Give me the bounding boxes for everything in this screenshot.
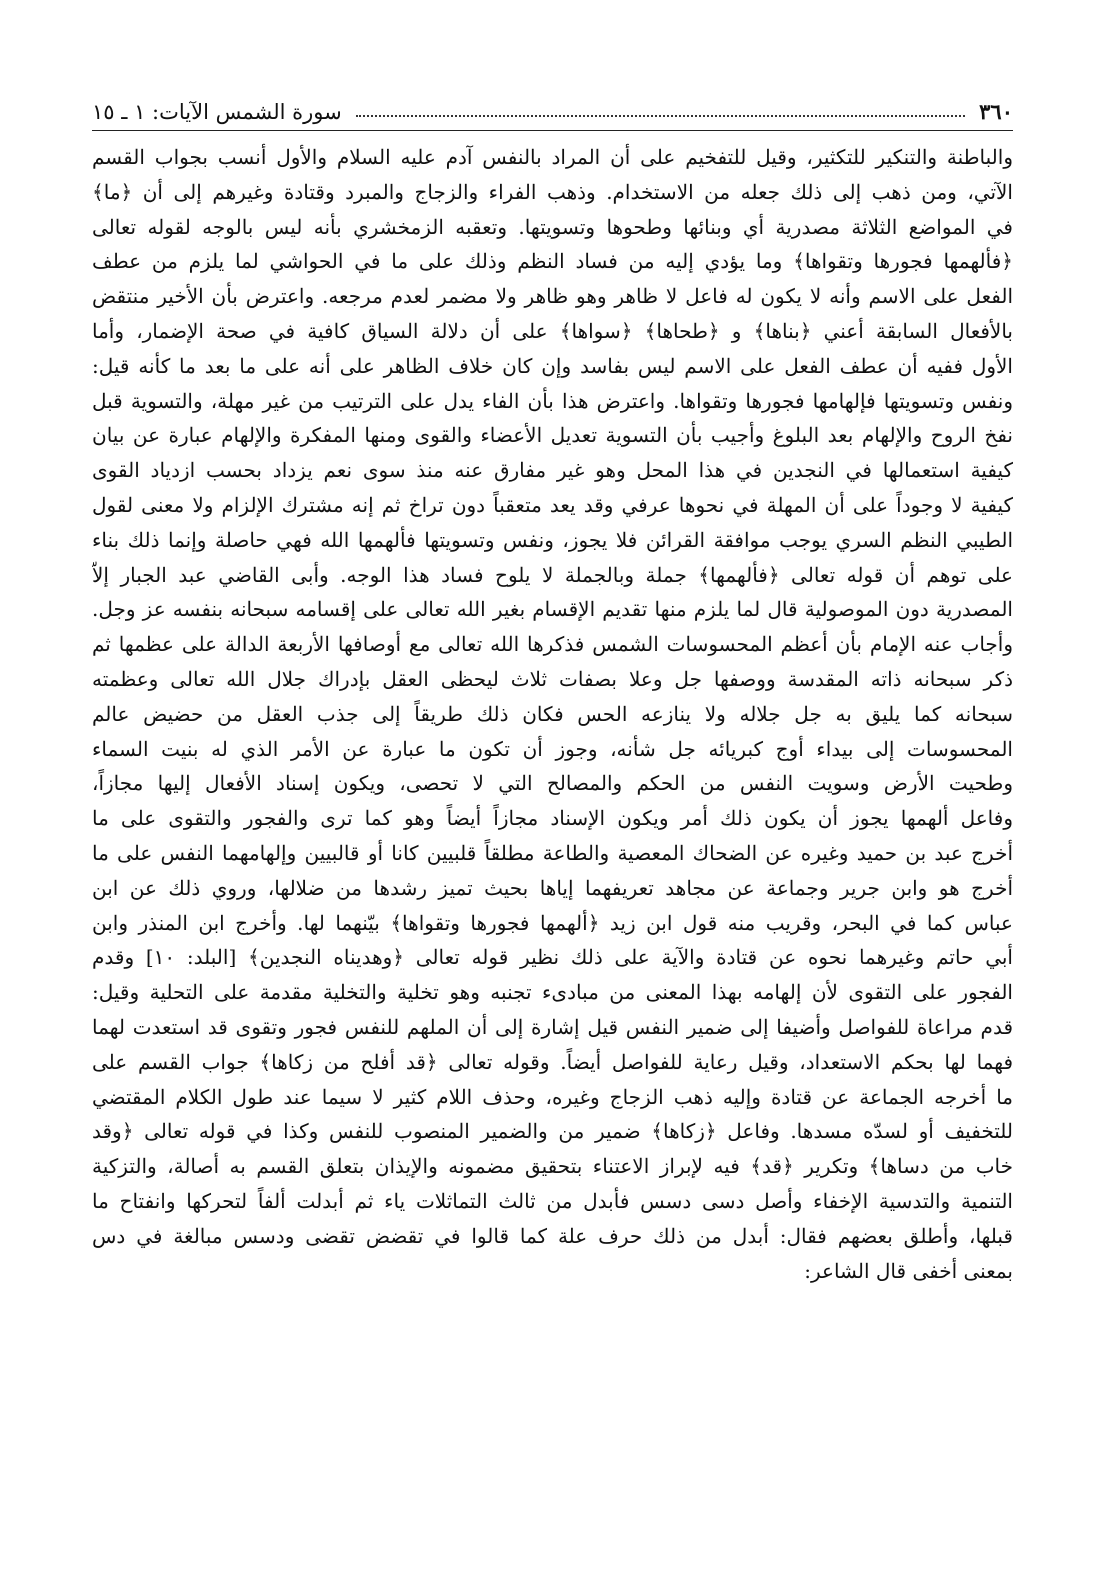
text-line: كيفية لا وجوداً على أن المهلة في نحوها عرفي وقد يعد متعقباً دون تراخ ثم إنه مشترك الإلزام ولا معنى لقول <box>92 492 1013 517</box>
text-line: وأجاب عنه الإمام بأن أعظم المحسوسات الشمس فذكرها الله تعالى مع أوصافها الأربعة الدالة على عظمها ثم <box>92 632 1013 657</box>
text-line: قدم مراعاة للفواصل وأضيفا إلى ضمير النفس قيل إشارة إلى أن الملهم للنفس فجور وتقوى قد استعدت لهما <box>92 1014 1013 1039</box>
text-line: المحسوسات إلى بيداء أوج كبريائه جل شأنه، وجوز أن تكون ما عبارة عن الأمر الذي له بنيت السماء <box>92 736 1013 761</box>
header-leader-dots <box>356 115 965 117</box>
header-rule <box>92 130 1013 131</box>
text-line: والباطنة والتنكير للتكثير، وقيل للتفخيم على أن المراد بالنفس آدم عليه السلام والأول أنسب بجواب القسم <box>92 145 1013 169</box>
text-line: بالأفعال السابقة أعني ﴿بناها﴾ و ﴿طحاها﴾ ﴿سواها﴾ على أن دلالة السياق كافية في صحة الإضمار، وأما <box>92 318 1013 343</box>
text-line: ذكر سبحانه ذاته المقدسة ووصفها جل وعلا بصفات ثلاث ليحظى العقل بإدراك جلال الله تعالى وعظمته <box>92 666 1013 691</box>
body-text <box>92 140 1013 1288</box>
text-line: كيفية استعمالها في النجدين في هذا المحل وهو غير مفارق عنه منذ سوى نعم يزداد بحسب ازدياد القوى <box>92 458 1013 483</box>
text-line: فهما لها بحكم الاستعداد، وقيل رعاية للفواصل أيضاً. وقوله تعالى ﴿قد أفلح من زكاها﴾ جواب القسم على <box>92 1049 1013 1074</box>
text-line: على توهم أن قوله تعالى ﴿فألهمها﴾ جملة وبالجملة لا يلوح فساد هذا الوجه. وأبى القاضي عبد الجبار إلاّ <box>92 562 1013 587</box>
text-line: الفجور على التقوى لأن إلهامه بهذا المعنى من مبادىء تجنبه وهو تخلية والتخلية مقدمة على التحلية وقيل: <box>92 980 1013 1005</box>
text-line: أبي حاتم وغيرهما نحوه عن قتادة والآية على ذلك نظير قوله تعالى ﴿وهديناه النجدين﴾ [البلد: ١٠] وقدم <box>92 945 1013 970</box>
text-line: المصدرية دون الموصولية قال لما يلزم منها تقديم الإقسام بغير الله تعالى على إقسامه سبحانه بنفسه عز وجل. <box>92 597 1013 622</box>
text-line: التنمية والتدسية الإخفاء وأصل دسى دسس فأبدل من ثالث التماثلات ياء ثم أبدلت ألفاً لتحركها وانفتاح ما <box>92 1188 1013 1213</box>
text-line: وفاعل ألهمها يجوز أن يكون ذلك أمر ويكون الإسناد مجازاً أيضاً وهو كما ترى والفجور والتقوى على ما <box>92 806 1013 831</box>
text-line: في المواضع الثلاثة مصدرية أي وبنائها وطحوها وتسويتها. وتعقبه الزمخشري بأنه ليس بالوجه لقوله تعالى <box>92 214 1013 239</box>
text-line: للتخفيف أو لسدّه مسدها. وفاعل ﴿زكاها﴾ ضمير من والضمير المنصوب للنفس وكذا في قوله تعالى ﴿وقد <box>92 1119 1013 1144</box>
text-line: ما أخرجه الجماعة عن قتادة وإليه ذهب الزجاج وغيره، وحذف اللام كثير لا سيما عند طول الكلام المقتضي <box>92 1084 1013 1109</box>
page-header <box>92 84 1013 124</box>
text-line: ﴿فألهمها فجورها وتقواها﴾ وما يؤدي إليه من فساد النظم وذلك على ما في الحواشي لما يلزم من عطف <box>92 249 1013 274</box>
text-line: قبلها، وأطلق بعضهم فقال: أبدل من ذلك حرف علة كما قالوا في تقضض تقضى ودسس مبالغة في دس <box>92 1223 1013 1248</box>
text-line: الطيبي النظم السري يوجب موافقة القرائن فلا يجوز، ونفس وتسويتها فألهمها الله فهي حاصلة وإنما ذلك بناء <box>92 527 1013 552</box>
text-line: عباس كما في البحر، وقريب منه قول ابن زيد ﴿ألهمها فجورها وتقواها﴾ بيّنهما لها. وأخرج ابن المنذر وابن <box>92 910 1013 935</box>
text-line: الأول ففيه أن عطف الفعل على الاسم ليس بفاسد وإن كان خلاف الظاهر على أنه على ما بعد ما كأنه قيل: <box>92 353 1013 378</box>
text-line: سبحانه كما يليق به جل جلاله ولا ينازعه الحس فكان ذلك طريقاً إلى جذب العقل من حضيض عالم <box>92 701 1013 726</box>
page-number: ٣٦٠ <box>979 99 1013 124</box>
text-line: ونفس وتسويتها فإلهامها فجورها وتقواها. واعترض هذا بأن الفاء يدل على الترتيب من غير مهلة، والتسوية قبل <box>92 388 1013 413</box>
running-title: سورة الشمس الآيات: ١ ـ ١٥ <box>92 100 342 124</box>
text-line: الآتي، ومن ذهب إلى ذلك جعله من الاستخدام. وذهب الفراء والزجاج والمبرد وقتادة وغيرهم إلى أن ﴿ما﴾ <box>92 179 1013 204</box>
text-line: وطحيت الأرض وسويت النفس من الحكم والمصالح التي لا تحصى، ويكون إسناد الأفعال إليها مجازاً، <box>92 771 1013 796</box>
text-line: بمعنى أخفى قال الشاعر: <box>804 1258 1013 1283</box>
text-line: الفعل على الاسم وأنه لا يكون له فاعل لا ظاهر وهو ظاهر ولا مضمر لعدم مرجعه. واعترض بأن الأخير منتقض <box>92 284 1013 309</box>
text-line: خاب من دساها﴾ وتكرير ﴿قد﴾ فيه لإبراز الاعتناء بتحقيق مضمونه والإيذان بتعلق القسم به أصالة، والتزكية <box>92 1154 1013 1179</box>
text-line: نفخ الروح والإلهام بعد البلوغ وأجيب بأن التسوية تعديل الأعضاء والقوى ومنها المفكرة والإلهام عبارة عن بيان <box>92 423 1013 448</box>
text-line: أخرج هو وابن جرير وجماعة عن مجاهد تعريفهما إياها بحيث تميز رشدها من ضلالها، وروي ذلك عن ابن <box>92 875 1013 900</box>
text-line: أخرج عبد بن حميد وغيره عن الضحاك المعصية والطاعة مطلقاً قلبيين كانا أو قالبيين وإلهامهما النفس على ما <box>92 840 1013 865</box>
